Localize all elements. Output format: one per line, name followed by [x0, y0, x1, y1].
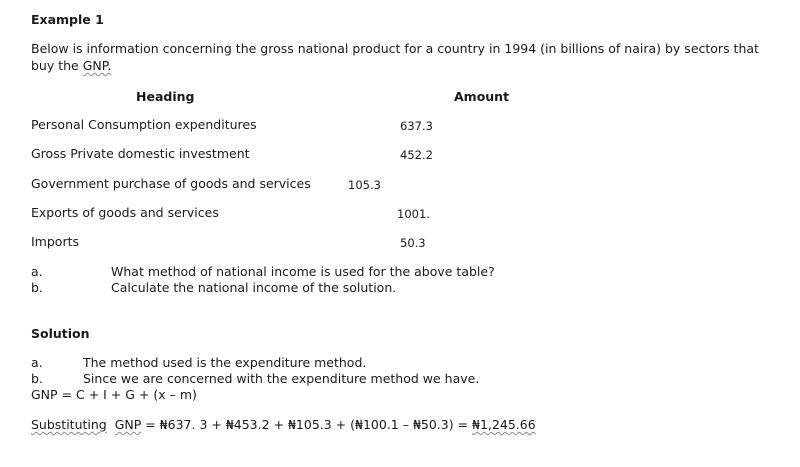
gnp-word: GNP — [114, 417, 142, 432]
row-amount: 105.3 — [348, 178, 381, 192]
row-amount: 452.2 — [400, 148, 433, 162]
solution-marker: b. — [31, 371, 43, 386]
solution-text: Since we are concerned with the expenditure method we have. — [83, 371, 480, 386]
gnp-abbreviation: GNP. — [82, 58, 112, 73]
row-label: Personal Consumption expenditures — [31, 117, 257, 132]
example-title: Example 1 — [31, 12, 104, 27]
solution-text: The method used is the expenditure method. — [83, 355, 367, 370]
heading-column-header: Heading — [136, 89, 195, 104]
row-label: Exports of goods and services — [31, 205, 219, 220]
question-text: Calculate the national income of the solution. — [111, 280, 397, 295]
question-marker: b. — [31, 280, 43, 295]
row-amount: 50.3 — [400, 236, 426, 250]
intro-line-1: Below is information concerning the gross national product for a country in 1994 (in billions of naira) by sectors that — [31, 41, 759, 56]
amount-column-header: Amount — [454, 89, 510, 104]
row-amount: 1001. — [397, 207, 430, 221]
row-label: Government purchase of goods and services — [31, 176, 311, 191]
row-amount: 637.3 — [400, 119, 433, 133]
row-label: Imports — [31, 234, 79, 249]
question-text: What method of national income is used for the above table? — [111, 264, 495, 279]
substitution-line — [31, 417, 536, 433]
substituting-word: Substituting — [31, 417, 107, 432]
gnp-result: ₦1,245.66 — [472, 417, 536, 432]
gnp-formula: GNP = C + I + G + (x – m) — [31, 387, 197, 402]
solution-marker: a. — [31, 355, 43, 370]
question-marker: a. — [31, 264, 43, 279]
row-label: Gross Private domestic investment — [31, 146, 250, 161]
substitution-expression: = ₦637. 3 + ₦453.2 + ₦105.3 + (₦100.1 – ₦50.3) = — [141, 417, 473, 432]
intro-line-2 — [31, 58, 111, 74]
solution-title: Solution — [31, 326, 90, 341]
intro-line-2-prefix: buy the — [31, 58, 83, 73]
